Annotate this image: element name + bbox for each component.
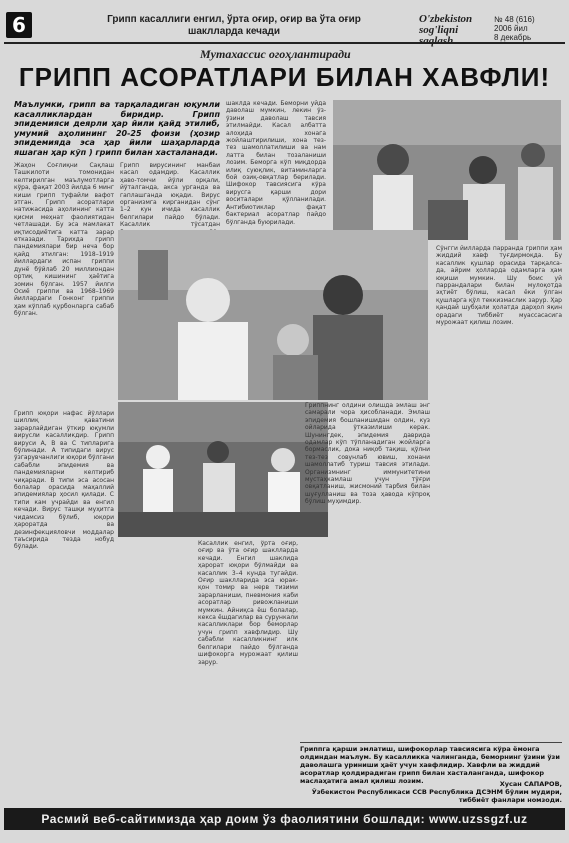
body-text-col1: Жаҳон Соғлиқни Сақлаш Ташкилоти томонидан келтирилган маълумотларга кўра, фақат 2003 йилда 6 минг киши грипп туфайли вафот этган. Грипп асоратлари натижасида аҳолининг катта қисми меҳнат фаолиятидан четлашади. Бу эса мамлакат иқтисодиётига катта зарар етказади. Тарихда грипп пандемиялари бир неча бор қайд этилган: 1918–1919 йиллардаги испан гриппи дунё бўйлаб 20 миллиондан ортиқ кишининг ҳаётига зомин бўлган. 1957 йилги Осиё гриппи ва 1968–1969 йиллардаги Гонконг гриппи ҳам кўплаб қурбонларга сабаб бўлган. xyxy=(14,162,114,318)
photo-doctor-child xyxy=(118,230,428,400)
body-text-col3: шаклда кечади. Беморни уйда даволаш мумкин, лекин ўз-ўзини даволаш тавсия этилмайди. Касал албатта алоҳида хонага жойлаштирилиши, хона тез-тез шамоллатилиши ва нам латта билан тозаланиши лозим. Беморга кўп миқдорда илиқ суюқлик, витаминларга бой озиқ-овқатлар берилади. Шифокор тавсиясига кўра вирусга қарши дори воситалари қўлланилади. Антибиотиклар фақат бактериал асоратлар пайдо бўлганда буюрилади. xyxy=(226,100,326,226)
signature-name: Хусан САПАРОВ, xyxy=(499,780,562,788)
issue-number: № 48 (616) xyxy=(494,15,535,24)
newspaper-logo: O'zbekiston sog'liqni saqlash xyxy=(419,13,473,47)
article-column-1b xyxy=(14,410,114,800)
issue-info xyxy=(494,15,535,42)
header-title xyxy=(64,14,404,38)
issue-date: 8 декабрь xyxy=(494,33,532,42)
closing-paragraph: Гриппга қарши эмлатиш, шифокорлар тавсиясига кўра ёмонга олдиндан маълум. Бу касалликка чалинганда, беморнинг ўзини ўзи даволашга уриниши ҳаёт учун хавфлидир. Хавфли ва жиддий асоратлар қолдирадиган грипп билан хасталанганда, шифокор маслаҳатига амал қилиш лозим. xyxy=(300,745,560,785)
photo-vaccination-room xyxy=(118,402,328,537)
body-text-col4b: Сўнгги йилларда парранда гриппи ҳам жиддий хавф туғдирмоқда. Бу касаллик қушлар орасида тарқалса-да, айрим ҳолларда одамларга ҳам юқиши мумкин. Шу боис уй паррандалари билан мулоқотда эҳтиёт бўлиш, касал ёки ўлган қушларга қўл теккизмаслик зарур. Ҳар қандай шубҳали ҳолатда дарҳол яқин орадаги тиббиёт муассасасига мурожаат қилиш лозим. xyxy=(436,245,562,327)
closing-divider xyxy=(300,742,562,743)
article-column-1a xyxy=(14,162,114,407)
article-lead: Маълумки, грипп ва тарқаладиган юқумли касалликлардан биридир. Грипп эпидемияси деярли ҳар йили қайд этилиб, умумий аҳолининг 20-25 фоизи (ҳозир эпидемияда эса ҳар йили шаҳарларда яшаган ҳар кўп ) грипп билан хасталанади. xyxy=(14,100,220,157)
rubric: Мутахассис огоҳлантиради xyxy=(200,47,351,61)
body-text-col4: Гриппнинг олдини олишда эмлаш энг самарали чора ҳисобланади. Эмлаш эпидемия бошланишидан олдин, куз ойларида ўтказилиши керак. Шунингдек, эпидемия даврида одамлар кўп тўпланадиган жойларга бормаслик, дока ниқоб тақиш, қўлни тез-тез совунлаб ювиш, хонани шамоллатиб туриш тавсия этилади. Организмнинг иммунитетини мустаҳкамлаш учун тўғри овқатланиш, жисмоний тарбия билан шуғулланиш ва тоза ҳавода кўпроқ бўлиш муҳимдир. xyxy=(305,402,430,506)
signature-title: Ўзбекистон Республикаси ССВ Республика ДСЭНМ бўлим мудири, тиббиёт фанлари номзоди. xyxy=(311,788,562,804)
page-header xyxy=(4,12,565,47)
photo-hospital-ward xyxy=(333,100,561,240)
signature xyxy=(300,780,562,804)
header-title-line2: шаклларда кечади xyxy=(187,26,281,37)
page-number: 6 xyxy=(6,12,32,38)
header-title-line1: Грипп касаллиги енгил, ўрта оғир, оғир ва ўта оғир xyxy=(107,14,361,25)
body-text-col1b: Грипп юқори нафас йўллари шиллиқ қаватини зарарлайдиган ўткир юқумли вирусли касалликдир. Грипп вируси А, В ва С типларига бўлинади. А типидаги вирус ўзгарувчанлиги юқори бўлгани сабабли эпидемия ва пандемияларни келтириб чиқаради. В типи эса асосан болалар орасида маҳаллий эпидемиялар ҳосил қилади. С типи кам учрайди ва енгил кечади. Вирус ташқи муҳитга чидамсиз бўлиб, юқори ҳароратда ва дезинфекцияловчи моддалар таъсирида тезда нобуд бўлади. xyxy=(14,410,114,551)
body-text-col2: Грипп вирусининг манбаи касал одамдир. Касаллик ҳаво-томчи йўли орқали, йўталганда, акса урганда ва гаплашганда юқади. Вирус организмга кирганидан сўнг 1–2 кун ичида касаллик белгилари пайдо бўлади. Касаллик тўсатдан xyxy=(120,162,220,229)
article-column-5 xyxy=(436,245,562,740)
article-column-2b xyxy=(198,540,298,800)
body-text-col2b: Касаллик енгил, ўрта оғир, оғир ва ўта оғир шаклларда кечади. Енгил шаклида ҳарорат юқори бўлмайди ва касаллик 3–4 кунда тугайди. Оғир шаклларида эса юрак-қон томир ва нерв тизими зарарланиши, пневмония каби асоратлар ривожланиши мумкин. Айниқса ёш болалар, кекса ёшдагилар ва сурункали касалликлари бор беморлар учун грипп хавфлидир. Шу сабабли касалликнинг илк белгилари пайдо бўлганда шифокорга мурожаат қилиш зарур. xyxy=(198,540,298,666)
article-column-4 xyxy=(305,402,430,742)
issue-year: 2006 йил xyxy=(494,24,528,33)
headline: ГРИПП АСОРАТЛАРИ БИЛАН ХАВФЛИ! xyxy=(18,62,551,92)
article-column-1 xyxy=(14,100,220,160)
footer-banner: Расмий веб-сайтимизда ҳар доим ўз фаолиятини бошлади: www.uzssgzf.uz xyxy=(4,808,565,830)
